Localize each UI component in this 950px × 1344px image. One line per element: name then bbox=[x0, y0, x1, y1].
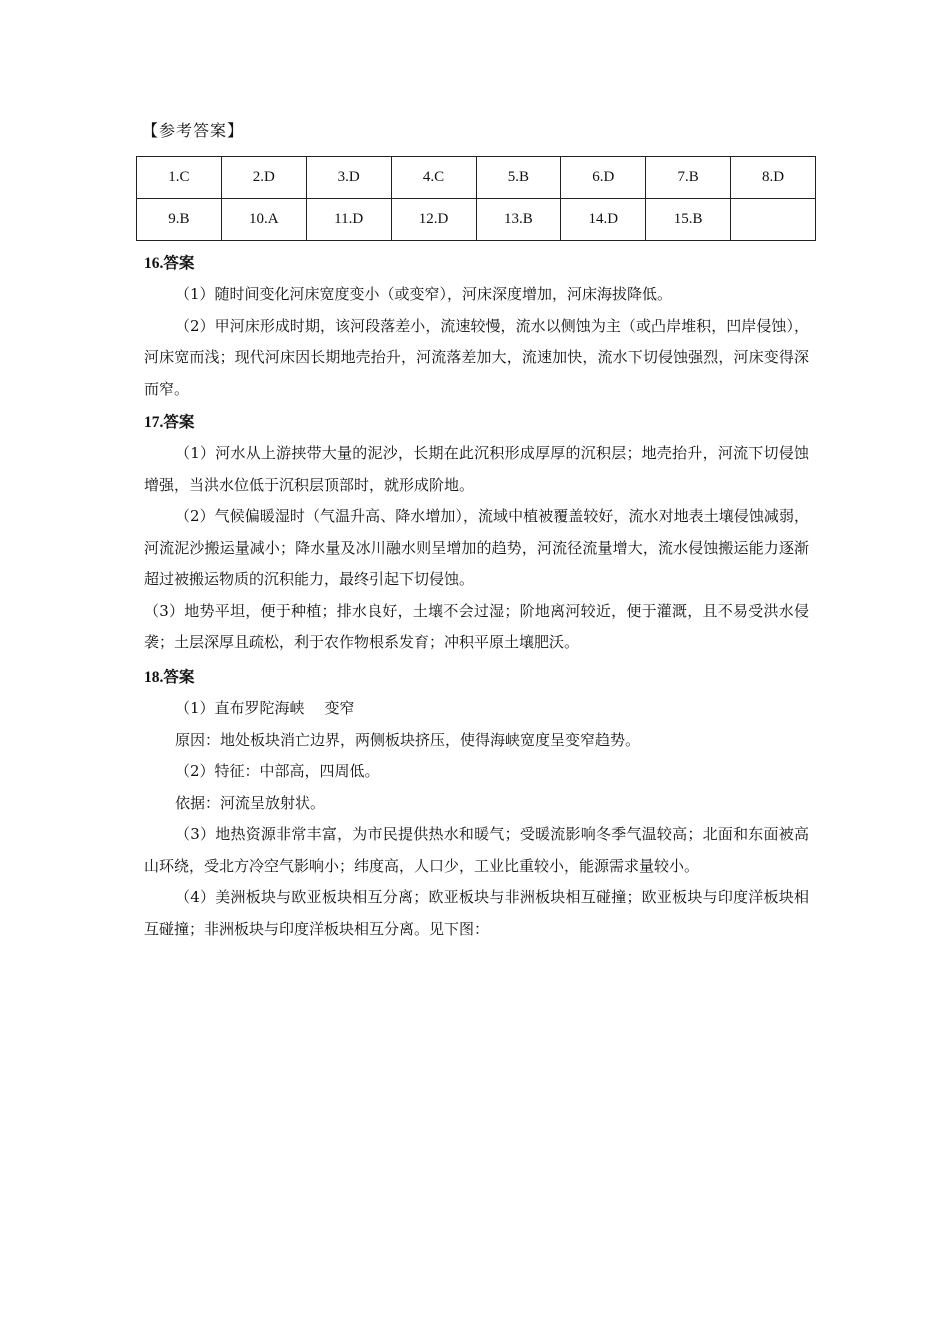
table-cell: 14.D bbox=[561, 199, 646, 241]
table-cell: 13.B bbox=[476, 199, 561, 241]
answer-16-heading: 16.答案 bbox=[144, 255, 195, 272]
answer-18-basis: 依据：河流呈放射状。 bbox=[175, 793, 326, 812]
table-cell: 3.D bbox=[306, 157, 391, 199]
answer-17-section bbox=[144, 407, 809, 659]
answer-18-part-2: （2）特征：中部高，四周低。 bbox=[175, 762, 380, 780]
table-cell: 12.D bbox=[391, 199, 476, 241]
answer-18-part-1-trend: 变窄 bbox=[324, 699, 355, 717]
table-cell: 9.B bbox=[137, 199, 222, 241]
answer-17-part-1: （1）河水从上游挟带大量的泥沙，长期在此沉积形成厚厚的沉积层；地壳抬升，河流下切侵蚀增强，当洪水位低于沉积层顶部时，就形成阶地。 bbox=[144, 444, 809, 494]
answer-18-section bbox=[144, 662, 809, 945]
answer-16-section bbox=[144, 248, 809, 405]
answer-18-part-1-strait: （1）直布罗陀海峡 bbox=[175, 699, 305, 717]
answer-16-part-1: （1）随时间变化河床宽度变小（或变窄），河床深度增加，河床海拔降低。 bbox=[175, 285, 673, 303]
table-cell: 15.B bbox=[646, 199, 731, 241]
table-cell: 7.B bbox=[646, 157, 731, 199]
table-cell: 11.D bbox=[306, 199, 391, 241]
answer-18-part-4: （4）美洲板块与欧亚板块相互分离；欧亚板块与非洲板块相互碰撞；欧亚板块与印度洋板块相互碰撞；非洲板块与印度洋板块相互分离。见下图： bbox=[144, 888, 809, 938]
answer-18-heading: 18.答案 bbox=[144, 669, 195, 686]
table-cell: 5.B bbox=[476, 157, 561, 199]
answer-18-part-1 bbox=[144, 693, 809, 725]
answer-18-part-3: （3）地热资源非常丰富，为市民提供热水和暖气；受暖流影响冬季气温较高；北面和东面被高山环绕，受北方冷空气影响小；纬度高，人口少，工业比重较小，能源需求量较小。 bbox=[144, 825, 809, 875]
answer-17-heading: 17.答案 bbox=[144, 414, 195, 431]
answer-17-part-2: （2）气候偏暖湿时（气温升高、降水增加），流域中植被覆盖较好，流水对地表土壤侵蚀减弱，河流泥沙搬运量减小；降水量及冰川融水则呈增加的趋势，河流径流量增大，流水侵蚀搬运能力逐渐超过被搬运物质的沉积能力，最终引起下切侵蚀。 bbox=[144, 507, 809, 588]
table-cell: 8.D bbox=[731, 157, 816, 199]
table-cell: 2.D bbox=[221, 157, 306, 199]
table-cell: 6.D bbox=[561, 157, 646, 199]
table-cell: 1.C bbox=[137, 157, 222, 199]
table-cell bbox=[731, 199, 816, 241]
table-row bbox=[137, 199, 816, 241]
answer-16-part-2: （2）甲河床形成时期，该河段落差小，流速较慢，流水以侧蚀为主（或凸岸堆积，凹岸侵蚀），河床宽而浅；现代河床因长期地壳抬升，河流落差加大，流速加快，流水下切侵蚀强烈，河床变得深而窄。 bbox=[144, 316, 809, 398]
answer-18-reason: 原因：地处板块消亡边界，两侧板块挤压，使得海峡宽度呈变窄趋势。 bbox=[175, 730, 641, 749]
table-row bbox=[137, 157, 816, 199]
table-cell: 10.A bbox=[221, 199, 306, 241]
table-cell: 4.C bbox=[391, 157, 476, 199]
answer-key-title: 【参考答案】 bbox=[142, 121, 245, 140]
answer-17-part-3: （3）地势平坦，便于种植；排水良好，土壤不会过湿；阶地离河较近，便于灌溉，且不易受洪水侵袭；土层深厚且疏松，利于农作物根系发育；冲积平原土壤肥沃。 bbox=[144, 601, 809, 651]
answer-table bbox=[136, 156, 816, 241]
